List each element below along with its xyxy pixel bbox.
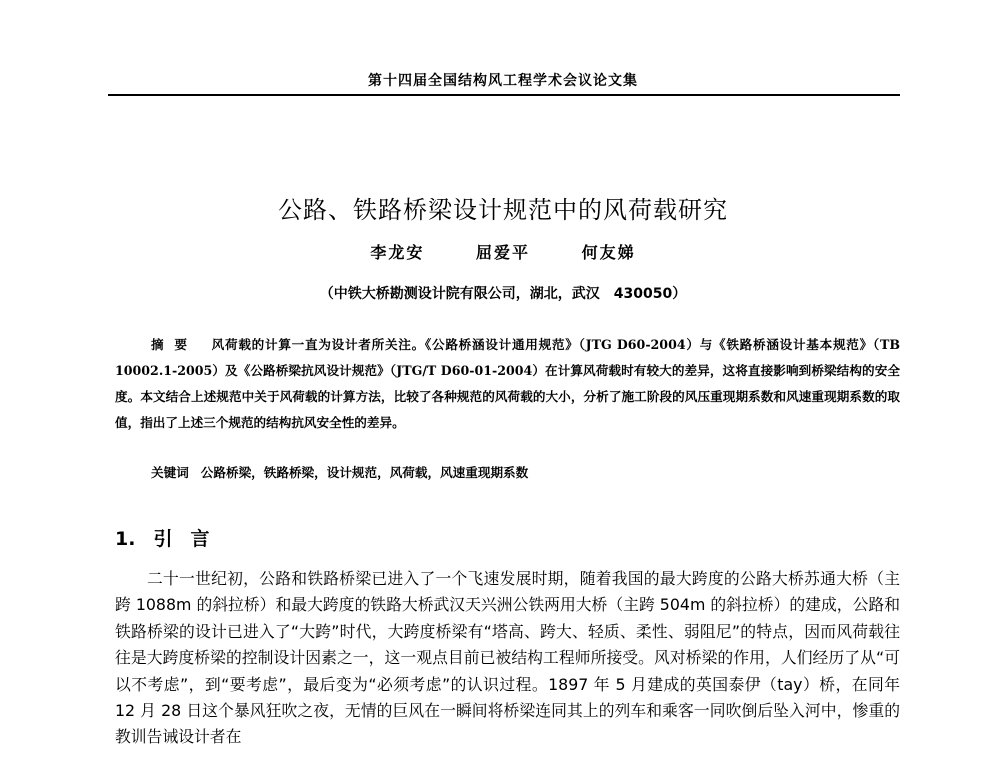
body-paragraph: 二十一世纪初，公路和铁路桥梁已进入了一个飞速发展时期，随着我国的最大跨度的公路大桥苏通大桥（主跨 1088m 的斜拉桥）和最大跨度的铁路大桥武汉天兴洲公铁两用大桥（主跨 504m 的斜拉桥）的建成，公路和铁路桥梁的设计已进入了“大跨”时代，大跨度桥梁有“塔高、跨大、轻质、柔性、弱阻尼”的特点，因而风荷载往往是大跨度桥梁的控制设计因素之一，这一观点目前已被结构工程师所接受。风对桥梁的作用，人们经历了从“可以不考虑”，到“要考虑”，最后变为“必须考虑”的认识过程。1897 年 5 月建成的英国泰伊（tay）桥，在同年 12 月 28 日这个暴风狂吹之夜，无情的巨风在一瞬间将桥梁连同其上的列车和乘客一同吹倒后坠入河中，惨重的教训告诫设计者在 [115, 569, 900, 747]
section-heading [115, 524, 227, 551]
abstract [115, 332, 900, 436]
abstract-label: 摘要 [151, 337, 198, 352]
header-rule [108, 94, 900, 96]
abstract-text: 风荷载的计算一直为设计者所关注。《公路桥涵设计通用规范》（JTG D60-2004）与《铁路桥涵设计基本规范》（TB 10002.1-2005）及《公路桥梁抗风设计规范》（JTG/T D60-01-2004）在计算风荷载时有较大的差异，这将直接影响到桥梁结构的安全度。本文结合上述规范中关于风荷载的计算方法，比较了各种规范的风荷载的大小，分析了施工阶段的风压重现期系数和风速重现期系数的取值，指出了上述三个规范的结构抗风安全性的差异。 [115, 337, 901, 430]
paper-title: 公路、铁路桥梁设计规范中的风荷载研究 [278, 196, 728, 224]
affiliation: （中铁大桥勘测设计院有限公司，湖北，武汉 430050） [319, 286, 687, 302]
author-name: 李龙安 [370, 243, 425, 262]
running-header: 第十四届全国结构风工程学术会议论文集 [368, 73, 638, 89]
keywords-text: 公路桥梁，铁路桥梁，设计规范，风荷载，风速重现期系数 [200, 465, 529, 480]
author-name: 屈爱平 [475, 243, 530, 262]
section-number: 1. [115, 528, 136, 550]
section-title: 引言 [153, 528, 228, 550]
author-list [108, 240, 898, 263]
author-name: 何友娣 [581, 243, 636, 262]
keywords-label: 关键词 [151, 465, 189, 480]
keywords [151, 462, 891, 481]
